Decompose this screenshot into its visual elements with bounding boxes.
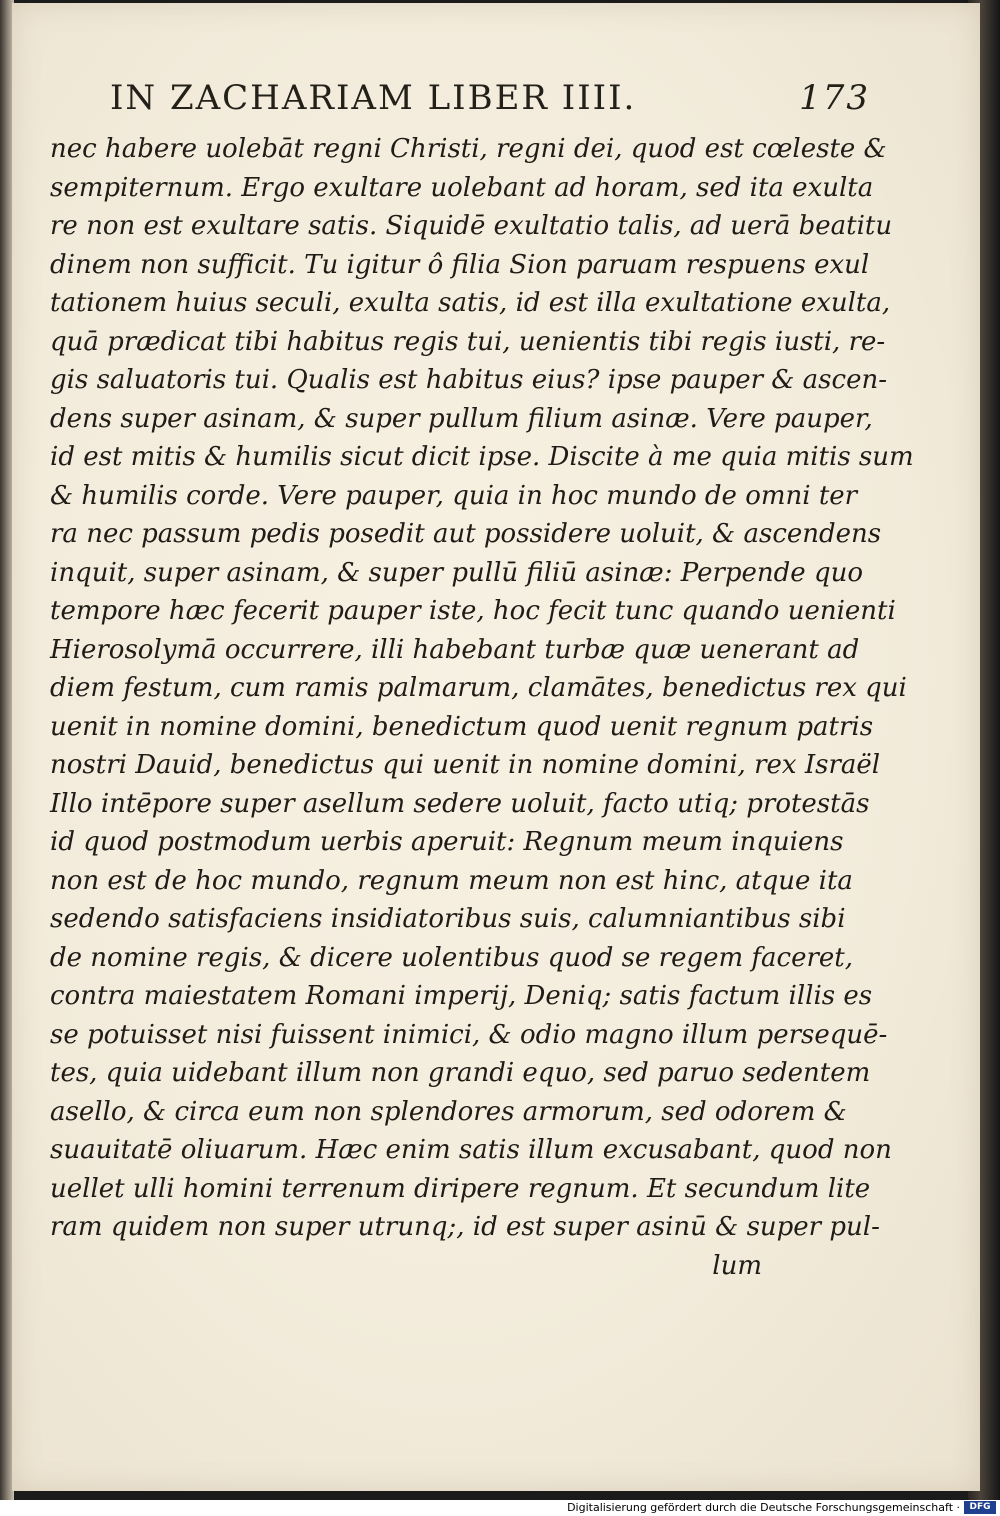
text-line: id quod postmodum uerbis aperuit: Regnum meum inquiens bbox=[50, 827, 844, 857]
running-head-title: IN ZACHARIAM LIBER IIII. bbox=[110, 78, 637, 118]
funding-credit: Digitalisierung gefördert durch die Deutsche Forschungsgemeinschaft · bbox=[567, 1501, 960, 1514]
text-line: re non est exultare satis. Siquidē exultatio talis, ad uerā beatitu bbox=[50, 211, 893, 241]
text-line: Hierosolymā occurrere, illi habebant turbæ quæ uenerant ad bbox=[50, 634, 860, 665]
text-line: nec habere uolebāt regni Christi, regni dei, quod est cœleste & bbox=[50, 134, 887, 164]
text-line: & humilis corde. Vere pauper, quia in hoc mundo de omni ter bbox=[50, 480, 858, 511]
text-line: uellet ulli homini terrenum diripere regnum. Et secundum lite bbox=[50, 1173, 871, 1204]
text-line: inquit, super asinam, & super pullū filiū asinæ: Perpende quo bbox=[50, 557, 863, 588]
dfg-logo: DFG bbox=[964, 1501, 996, 1514]
text-line: ram quidem non super utrunq;, id est super asinū & super pul- bbox=[50, 1212, 880, 1242]
text-line: ra nec passum pedis posedit aut possidere uoluit, & ascendens bbox=[50, 519, 882, 549]
text-line: de nomine regis, & dicere uolentibus quod se regem faceret, bbox=[50, 942, 854, 973]
text-line: id est mitis & humilis sicut dicit ipse. Discite à me quia mitis sum bbox=[50, 442, 914, 472]
catchword: lum bbox=[712, 1250, 762, 1281]
text-line: sempiternum. Ergo exultare uolebant ad horam, sed ita exulta bbox=[50, 172, 874, 203]
text-line: quā prædicat tibi habitus regis tui, uenientis tibi regis iusti, re- bbox=[50, 326, 886, 357]
text-line: asello, & circa eum non splendores armorum, sed odorem & bbox=[50, 1096, 847, 1127]
running-head bbox=[100, 78, 880, 122]
text-line: non est de hoc mundo, regnum meum non est hinc, atque ita bbox=[50, 865, 853, 896]
text-line: tes, quia uidebant illum non grandi equo, sed paruo sedentem bbox=[50, 1058, 871, 1088]
text-line: gis saluatoris tui. Qualis est habitus eius? ipse pauper & ascen- bbox=[50, 365, 888, 395]
footer-bar bbox=[0, 1500, 1000, 1516]
body-text bbox=[50, 130, 914, 1285]
text-line: se potuisset nisi fuissent inimici, & odio magno illum persequē- bbox=[50, 1019, 888, 1050]
text-line: Illo intēpore super asellum sedere uoluit, facto utiq; protestās bbox=[50, 788, 870, 819]
text-line: tempore hæc fecerit pauper iste, hoc fecit tunc quando uenienti bbox=[50, 596, 896, 626]
text-line: suauitatē oliuarum. Hæc enim satis illum excusabant, quod non bbox=[50, 1135, 892, 1165]
text-line: contra maiestatem Romani imperij, Deniq; satis factum illis es bbox=[50, 981, 873, 1011]
text-line: uenit in nomine domini, benedictum quod uenit regnum patris bbox=[50, 711, 874, 742]
text-line: nostri Dauid, benedictus qui uenit in nomine domini, rex Israël bbox=[50, 750, 881, 780]
page-number: 173 bbox=[799, 78, 870, 118]
text-line: sedendo satisfaciens insidiatoribus suis, calumniantibus sibi bbox=[50, 904, 846, 934]
text-line: tationem huius seculi, exulta satis, id est illa exultatione exulta, bbox=[50, 288, 891, 318]
text-line: diem festum, cum ramis palmarum, clamātes, benedictus rex qui bbox=[50, 673, 907, 703]
text-line: dens super asinam, & super pullum filium asinæ. Vere pauper, bbox=[50, 403, 873, 434]
text-line: dinem non sufficit. Tu igitur ô filia Sion paruam respuens exul bbox=[50, 249, 870, 280]
